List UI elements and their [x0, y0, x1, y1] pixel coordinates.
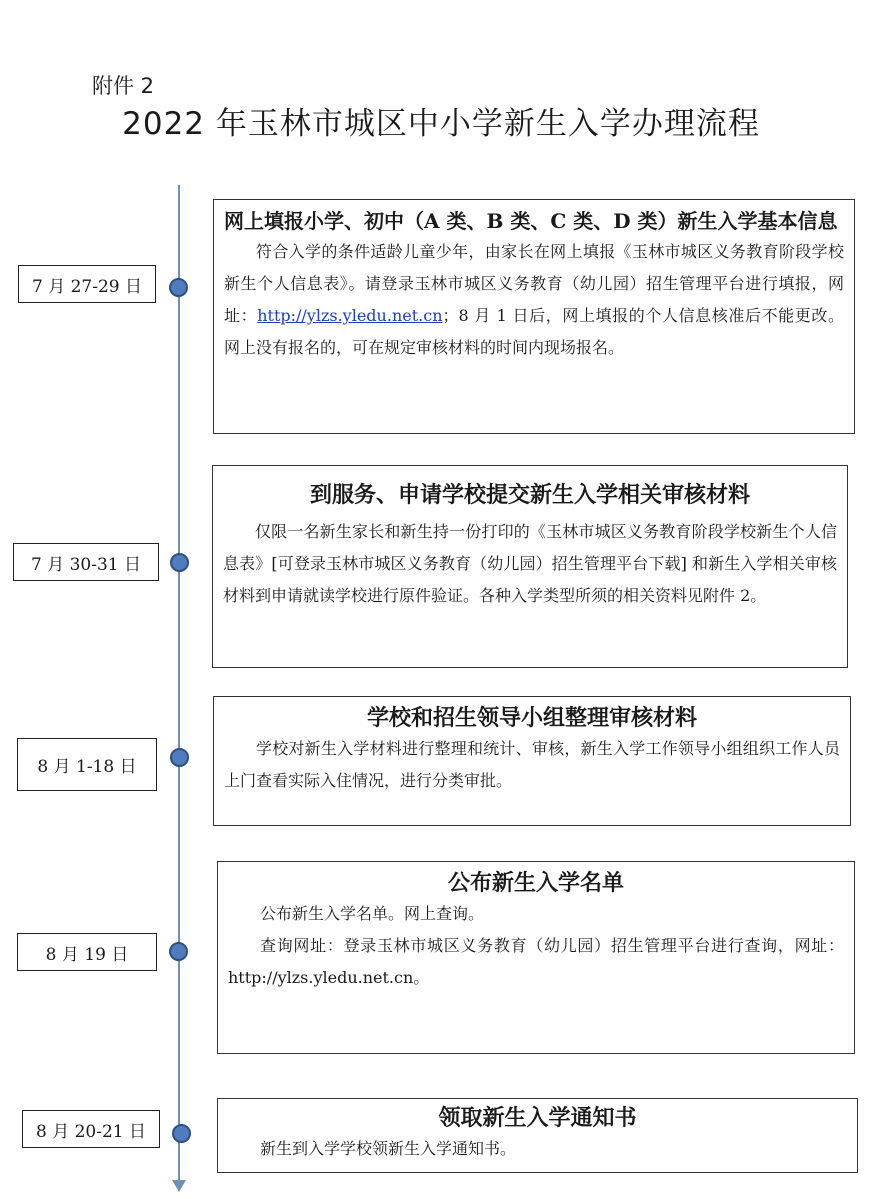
timeline-axis — [178, 185, 180, 1185]
step-box-5 — [217, 1098, 858, 1173]
step-box-3 — [213, 696, 851, 826]
timeline-dot-2 — [170, 553, 189, 572]
step-box-2 — [212, 465, 848, 668]
step-heading-1: 网上填报小学、初中（A 类、B 类、C 类、D 类）新生入学基本信息 — [224, 209, 838, 233]
step-heading-2: 到服务、申请学校提交新生入学相关审核材料 — [309, 482, 750, 508]
step-body-1: 符合入学的条件适龄儿童少年，由家长在网上填报《玉林市城区义务教育阶段学校新生个人信息表》。请登录玉林市城区义务教育（幼儿园）招生管理平台进行填报，网址：http://ylzs.yledu.net.cn；8 月 1 日后，网上填报的个人信息核准后不能更改。网上没有报名的，可在规定审核材料的时间内现场报名。 — [224, 242, 844, 357]
step-heading-4: 公布新生入学名单 — [447, 870, 624, 896]
attachment-label: 附件 2 — [92, 74, 155, 98]
date-label-3: 8 月 1-18 日 — [17, 738, 157, 791]
step-body-5: 新生到入学学校领新生入学通知书。 — [260, 1139, 517, 1158]
step-body-2: 仅限一名新生家长和新生持一份打印的《玉林市城区义务教育阶段学校新生个人信息表》[可登录玉林市城区义务教育（幼儿园）招生管理平台下载] 和新生入学相关审核材料到申请就读学校进行原件验证。各种入学类型所须的相关资料见附件 2。 — [223, 522, 837, 605]
timeline-dot-4 — [169, 942, 188, 961]
timeline-dot-3 — [170, 748, 189, 767]
page-title: 2022 年玉林市城区中小学新生入学办理流程 — [122, 106, 760, 142]
timeline-dot-1 — [169, 278, 188, 297]
step-box-1 — [213, 199, 855, 434]
timeline-arrow-icon — [172, 1180, 186, 1192]
date-label-2: 7 月 30-31 日 — [13, 543, 159, 581]
date-label-4: 8 月 19 日 — [17, 933, 157, 971]
date-label-5: 8 月 20-21 日 — [22, 1110, 160, 1148]
step-body-4: 公布新生入学名单。网上查询。 — [260, 904, 485, 923]
step-box-4 — [217, 861, 855, 1054]
date-label-1: 7 月 27-29 日 — [18, 265, 156, 303]
step-body-3: 学校对新生入学材料进行整理和统计、审核，新生入学工作领导小组组织工作人员上门查看实际入住情况，进行分类审批。 — [224, 739, 840, 790]
timeline-dot-5 — [172, 1124, 191, 1143]
enrollment-link[interactable]: http://ylzs.yledu.net.cn — [257, 306, 443, 325]
step-body-4b: 查询网址：登录玉林市城区义务教育（幼儿园）招生管理平台进行查询，网址：http://ylzs.yledu.net.cn。 — [228, 936, 844, 987]
step-heading-3: 学校和招生领导小组整理审核材料 — [366, 705, 697, 731]
step-heading-5: 领取新生入学通知书 — [438, 1105, 637, 1131]
